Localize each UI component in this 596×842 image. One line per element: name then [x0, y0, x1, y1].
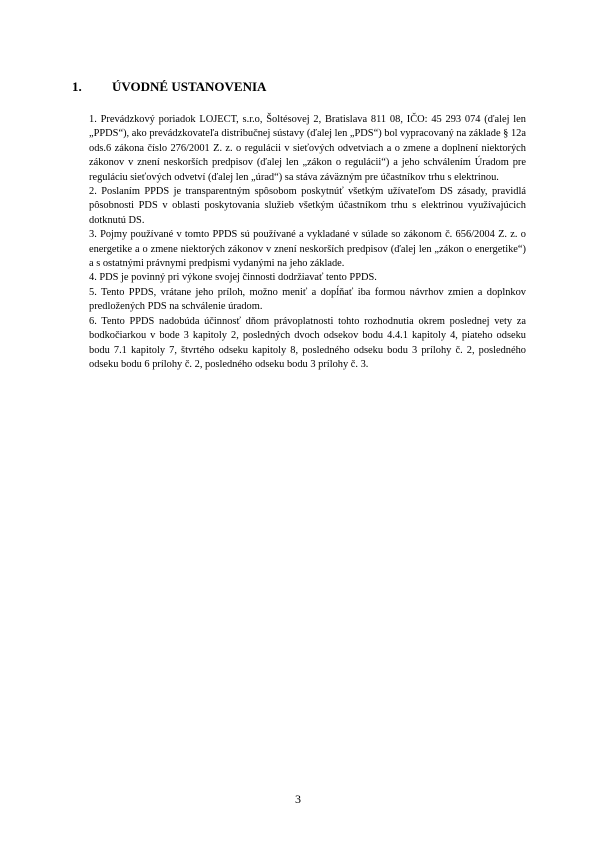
section-title: ÚVODNÉ USTANOVENIA — [112, 79, 267, 94]
section-heading — [72, 79, 266, 95]
section-number: 1. — [72, 79, 82, 94]
paragraph-1: 1. Prevádzkový poriadok LOJECT, s.r.o, Šoltésovej 2, Bratislava 811 08, IČO: 45 293 074 (ďalej len „PPDS“), ako prevádzkovateľa distribučnej sústavy (ďalej len „PDS“) bol vypracovaný na základe § 12a ods.6 zákona číslo 276/2001 Z. z. o regulácii v sieťových odvetviach a o zmene a doplnení niektorých zákonov v znení neskorších predpisov (ďalej len „zákon o regulácii“) a jeho schválením Úradom pre reguláciu sieťových odvetví (ďalej len „úrad“) sa stáva záväzným pre účastníkov trhu s elektrinou. — [89, 114, 526, 183]
paragraph-2: 2. Poslaním PPDS je transparentným spôsobom poskytnúť všetkým užívateľom DS zásady, pravidlá pôsobnosti PDS v oblasti poskytovania služieb všetkým účastníkom trhu s elektrinou využívajúcich dotknutú DS. — [89, 186, 526, 226]
paragraph-5: 5. Tento PPDS, vrátane jeho príloh, možno meniť a dopĺňať iba formou návrhov zmien a doplnkov predložených PDS na schválenie úradom. — [89, 286, 526, 313]
paragraph-3: 3. Pojmy používané v tomto PPDS sú používané a vykladané v súlade so zákonom č. 656/2004 Z. z. o energetike a o zmene niektorých zákonov v znení neskorších predpisov (ďalej len „zákon o energetike“) a s ostatnými právnymi predpismi vydanými na jeho základe. — [89, 229, 526, 270]
paragraph-6: 6. Tento PPDS nadobúda účinnosť dňom právoplatnosti tohto rozhodnutia okrem poslednej vety za bodkočiarkou v bode 3 kapitoly 2, posledných dvoch odsekov bodu 4.4.1 kapitoly 4, piateho odseku bodu 7.1 kapitoly 7, štvrtého odseku kapitoly 8, posledného odseku bodu 3 prílohy č. 2, posledného odseku bodu 6 prílohy č. 2, posledného odseku bodu 3 prílohy č. 3. — [89, 315, 526, 370]
section-body — [89, 113, 526, 372]
page-number: 3 — [295, 792, 301, 806]
paragraph-4: 4. PDS je povinný pri výkone svojej činnosti dodržiavať tento PPDS. — [89, 272, 377, 284]
